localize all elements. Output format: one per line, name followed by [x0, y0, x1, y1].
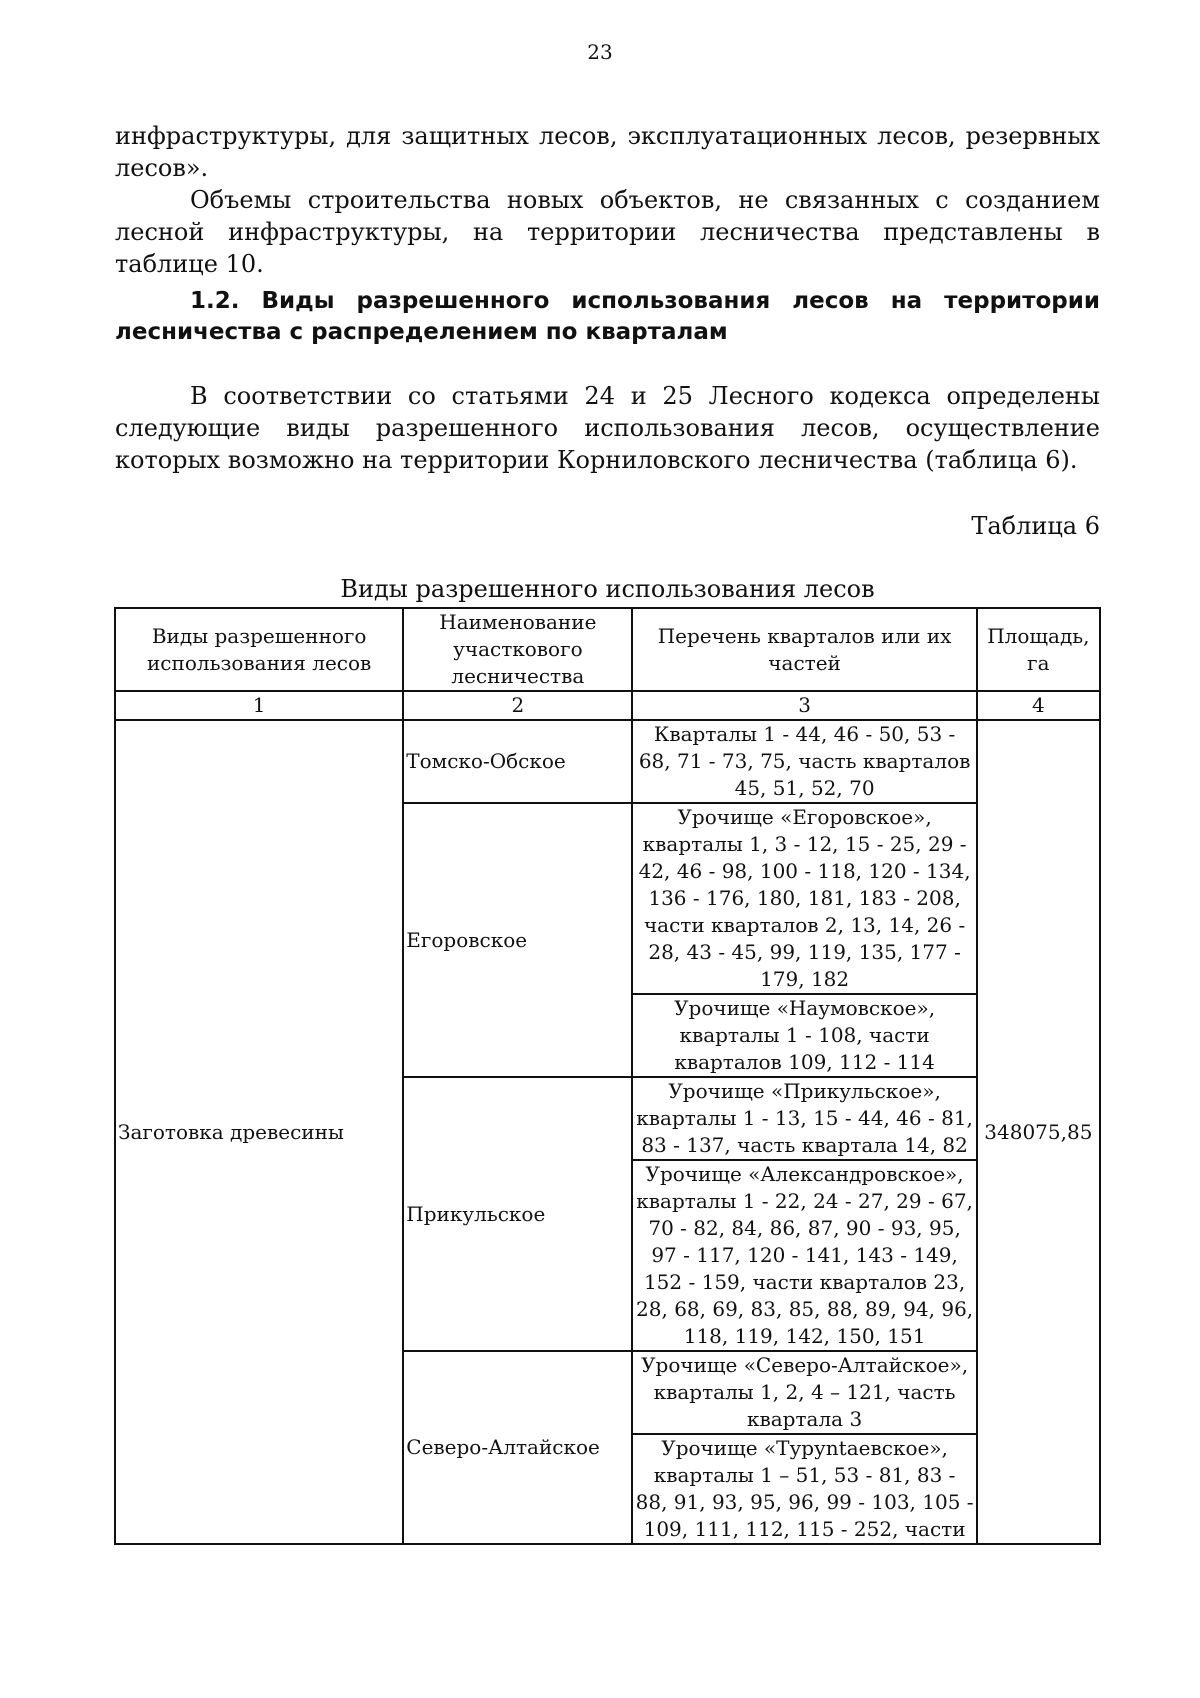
section-heading-line2: лесничества с распределением по кварталам — [115, 319, 728, 345]
column-number: 4 — [977, 691, 1100, 720]
quarters-cell: Урочище «Александровское», кварталы 1 - 22, 24 - 27, 29 - 67, 70 - 82, 84, 86, 87, 90 - 93, 95, 97 - 117, 120 - 141, 143 - 149, 152 - 159, части кварталов 23, 28, 68, 69, 83, 85, 88, 89, 94, 96, 118, 119, 142, 150, 151 — [632, 1160, 976, 1351]
quarters-cell: Урочище «Наумовское», кварталы 1 - 108, части кварталов 109, 112 - 114 — [632, 994, 976, 1077]
use-type-cell: Заготовка древесины — [115, 720, 403, 1544]
header-forestry-name: Наименование участкового лесничества — [403, 608, 632, 691]
table-row — [115, 720, 1100, 803]
forest-use-table — [114, 607, 1101, 1545]
column-number: 1 — [115, 691, 403, 720]
paragraph-continuation: инфраструктуры, для защитных лесов, эксплуатационных лесов, резервных лесов». — [115, 122, 1100, 182]
section-heading — [115, 286, 1100, 348]
header-quarters: Перечень кварталов или их частей — [632, 608, 976, 691]
header-area: Площадь, га — [977, 608, 1100, 691]
quarters-cell: Урочище «Туруntaевское», кварталы 1 – 51, 53 - 81, 83 - 88, 91, 93, 95, 96, 99 - 103, 105 - 109, 111, 112, 115 - 252, части — [632, 1434, 976, 1544]
table-header-row — [115, 608, 1100, 691]
section-heading-line1: 1.2. Виды разрешенного использования лесов на территории — [190, 288, 1100, 314]
forestry-name-cell: Томско-Обское — [403, 720, 632, 803]
column-number: 3 — [632, 691, 976, 720]
page-number: 23 — [587, 40, 613, 64]
forestry-name-cell: Северо-Алтайское — [403, 1351, 632, 1544]
quarters-cell: Урочище «Егоровское», кварталы 1, 3 - 12, 15 - 25, 29 - 42, 46 - 98, 100 - 118, 120 - 134, 136 - 176, 180, 181, 183 - 208, части кварталов 2, 13, 14, 26 - 28, 43 - 45, 99, 119, 135, 177 - 179, 182 — [632, 803, 976, 994]
table-title: Виды разрешенного использования лесов — [340, 575, 875, 603]
paragraph-construction-volumes: Объемы строительства новых объектов, не связанных с созданием лесной инфраструктуры, на территории лесничества представлены в таблице 10. — [115, 186, 1100, 278]
paragraph-legal-basis: В соответствии со статьями 24 и 25 Лесного кодекса определены следующие виды разрешенного использования лесов, осуществление которых возможно на территории Корниловского лесничества (таблица 6). — [115, 382, 1100, 474]
forestry-name-cell: Прикульское — [403, 1077, 632, 1351]
column-number: 2 — [403, 691, 632, 720]
quarters-cell: Урочище «Северо-Алтайское», кварталы 1, 2, 4 – 121, часть квартала 3 — [632, 1351, 976, 1434]
area-cell: 348075,85 — [977, 720, 1100, 1544]
intro-paragraphs — [115, 120, 1100, 280]
header-use-type: Виды разрешенного использования лесов — [115, 608, 403, 691]
table-column-number-row — [115, 691, 1100, 720]
forestry-name-cell: Егоровское — [403, 803, 632, 1077]
intro-legal-basis — [115, 380, 1100, 476]
quarters-cell: Урочище «Прикульское», кварталы 1 - 13, 15 - 44, 46 - 81, 83 - 137, часть квартала 14, 82 — [632, 1077, 976, 1160]
table-label: Таблица 6 — [971, 512, 1100, 540]
quarters-cell: Кварталы 1 - 44, 46 - 50, 53 - 68, 71 - 73, 75, часть кварталов 45, 51, 52, 70 — [632, 720, 976, 803]
